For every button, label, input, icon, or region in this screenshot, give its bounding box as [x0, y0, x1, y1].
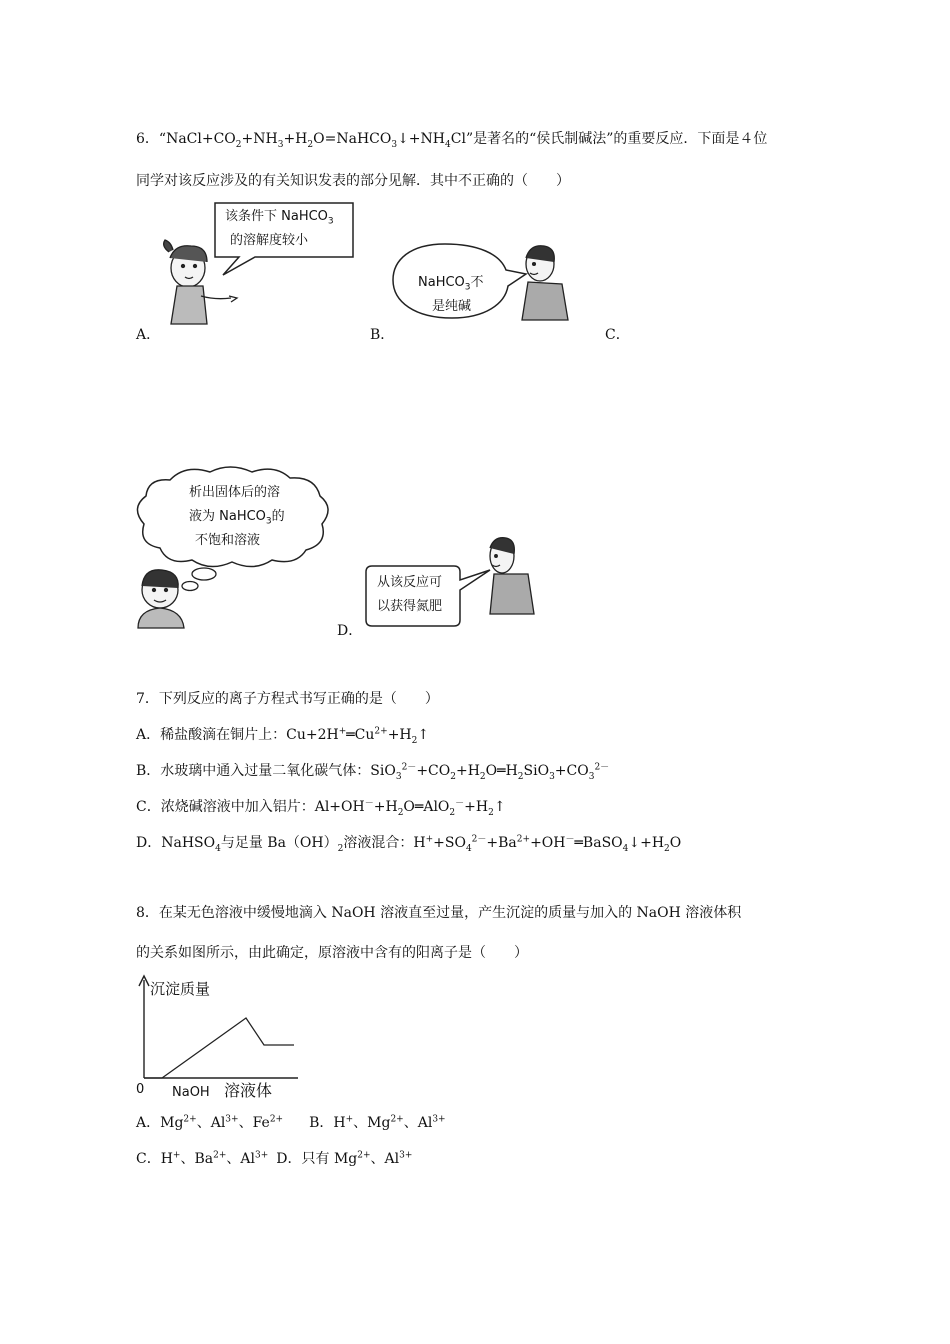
q8-options-row2	[136, 1148, 412, 1168]
q8-option-a[interactable]: A．$Mg^{2+}$、$Al^{3+}$、$Fe^{2+}$	[136, 1114, 284, 1131]
bubble-a-line1: 该条件下 NaHCO$_3$	[225, 209, 334, 227]
bubble-c-line2: 液为 NaHCO$_3$的	[189, 509, 285, 527]
bubble-c-line1: 析出固体后的溶	[189, 485, 281, 500]
q8-line1: 8．在某无色溶液中缓慢地滴入 NaOH 溶液直至过量，产生沉淀的质量与加入的 NaOH 溶液体积	[136, 905, 742, 921]
q8-option-c[interactable]: C．H+、$Ba^{2+}$、$Al^{3+}$	[136, 1150, 269, 1167]
q8-options-row1	[136, 1112, 446, 1132]
bubble-b-line2: 是纯碱	[432, 299, 472, 314]
q7-option-c[interactable]: C．浓烧碱溶液中加入铝片：$Al+OH^-+H_2O═AlO_2^-+H_2↑$	[136, 798, 506, 818]
q7-option-d[interactable]: D．NaHSO$_4$与足量 $Ba(OH)_2$溶液混合：$H^++SO_4^{2-}+Ba^{2+}+OH^-═BaSO_4↓+H_2O$	[136, 834, 682, 854]
q8-option-b[interactable]: B．H+、$Mg^{2+}$、$Al^{3+}$	[309, 1114, 446, 1131]
bubble-d-line2: 以获得氮肥	[377, 599, 443, 614]
boy-d-figure-icon	[490, 538, 534, 614]
q7-stem: 7．下列反应的离子方程式书写正确的是（ ）	[136, 691, 439, 707]
q7-option-b[interactable]: B．水玻璃中通入过量二氧化碳气体：$SiO_3^{2-}+CO_2+H_2O═H_2SiO_3+CO_3^{2-}$	[136, 762, 610, 782]
q6-option-b[interactable]: B．	[370, 327, 395, 343]
q8-line2: 的关系如图所示，由此确定，原溶液中含有的阳离子是（ ）	[136, 945, 528, 961]
chart-series-line	[144, 1018, 294, 1078]
chart-origin-label: 0	[136, 1082, 145, 1097]
boy-c-figure-icon	[138, 570, 184, 628]
chart-ylabel: 沉淀质量	[150, 980, 211, 998]
bubble-d-line1: 从该反应可	[377, 575, 443, 590]
q7-option-a[interactable]: A．稀盐酸滴在铜片上：$Cu+2H^+═Cu^{2+}+H_2↑$	[136, 726, 430, 746]
chart-xlabel-naoh: NaOH	[172, 1085, 210, 1100]
q6-option-d[interactable]: D．	[337, 623, 363, 639]
chart-xlabel-volume: 溶液体	[224, 1081, 273, 1100]
q6-line1: 6．“$NaCl+CO_2+NH_3+H_2O=NaHCO_3↓+NH_4Cl$”是著名的“侯氏制碱法”的重要反应．下面是４位	[136, 131, 768, 150]
boy-b-figure-icon	[522, 246, 568, 320]
bubble-b-line1: NaHCO$_3$不	[418, 275, 484, 293]
q6-option-a[interactable]: A．	[136, 327, 161, 343]
q8-chart	[132, 972, 312, 1102]
q6-line2: 同学对该反应涉及的有关知识发表的部分见解．其中不正确的（ ）	[136, 173, 570, 189]
q8-option-d[interactable]: D．只有 $Mg^{2+}$、$Al^{3+}$	[276, 1150, 413, 1167]
q6-option-c[interactable]: C．	[605, 327, 630, 343]
bubble-c-line3: 不饱和溶液	[195, 533, 261, 548]
bubble-a-line2: 的溶解度较小	[230, 233, 309, 248]
